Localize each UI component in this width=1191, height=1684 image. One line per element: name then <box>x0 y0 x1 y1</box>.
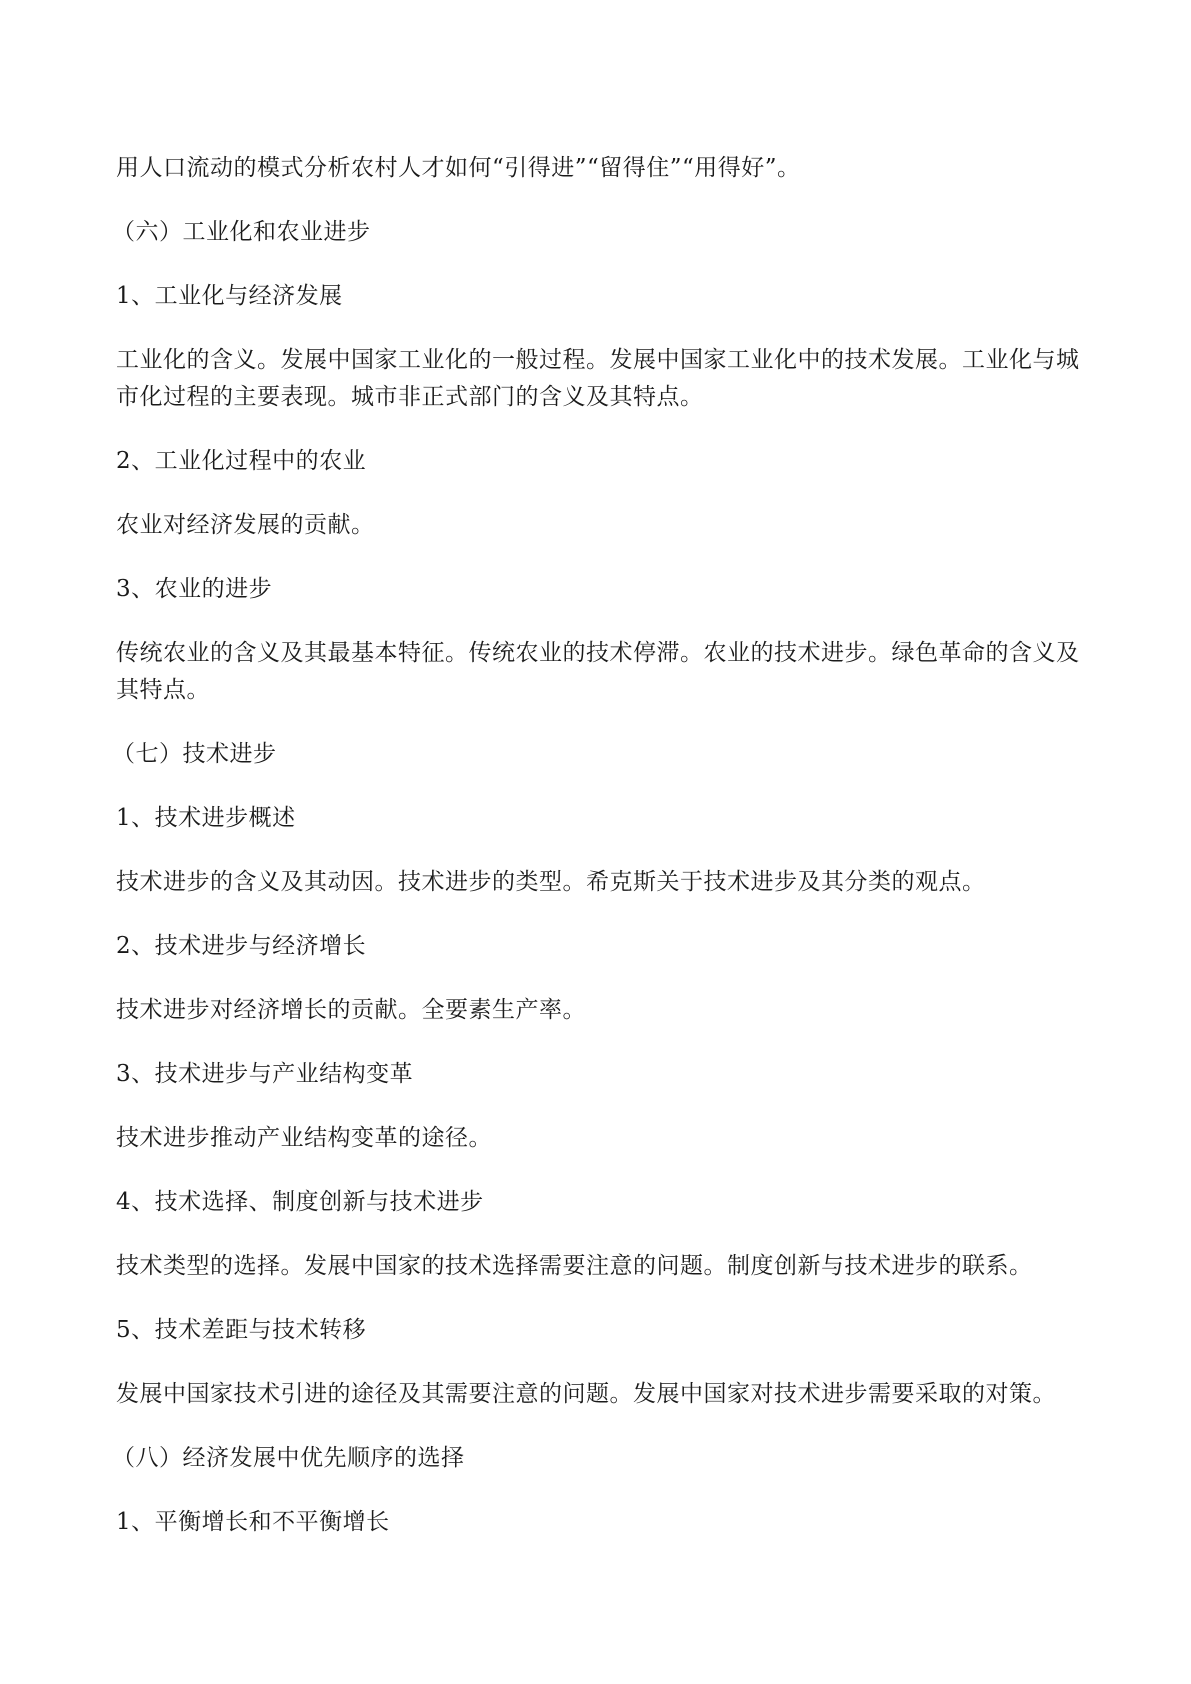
section-heading-8: （八）经济发展中优先顺序的选择 <box>112 1445 465 1471</box>
subsection-heading: 5、技术差距与技术转移 <box>116 1317 367 1343</box>
body-paragraph: 技术进步对经济增长的贡献。全要素生产率。 <box>116 997 586 1023</box>
subsection-heading: 1、技术进步概述 <box>116 805 296 831</box>
body-paragraph: 传统农业的含义及其最基本特征。传统农业的技术停滞。农业的技术进步。绿色革命的含义及其特点。 <box>116 640 1080 703</box>
subsection-heading: 1、平衡增长和不平衡增长 <box>116 1509 390 1535</box>
body-paragraph: 技术进步的含义及其动因。技术进步的类型。希克斯关于技术进步及其分类的观点。 <box>116 869 986 895</box>
subsection-heading: 1、工业化与经济发展 <box>116 283 343 309</box>
body-paragraph: 农业对经济发展的贡献。 <box>116 512 375 538</box>
subsection-heading: 3、农业的进步 <box>116 576 273 602</box>
subsection-heading: 4、技术选择、制度创新与技术进步 <box>116 1189 484 1215</box>
body-paragraph: 技术类型的选择。发展中国家的技术选择需要注意的问题。制度创新与技术进步的联系。 <box>116 1253 1033 1279</box>
body-paragraph: 工业化的含义。发展中国家工业化的一般过程。发展中国家工业化中的技术发展。工业化与城市化过程的主要表现。城市非正式部门的含义及其特点。 <box>116 347 1080 410</box>
subsection-heading: 2、工业化过程中的农业 <box>116 448 367 474</box>
subsection-heading: 3、技术进步与产业结构变革 <box>116 1061 414 1087</box>
body-paragraph: 技术进步推动产业结构变革的途径。 <box>116 1125 492 1151</box>
body-paragraph: 发展中国家技术引进的途径及其需要注意的问题。发展中国家对技术进步需要采取的对策。 <box>116 1381 1056 1407</box>
document-body <box>112 150 1086 1568</box>
body-paragraph: 用人口流动的模式分析农村人才如何“引得进”“留得住”“用得好”。 <box>116 155 801 181</box>
subsection-heading: 2、技术进步与经济增长 <box>116 933 367 959</box>
section-heading-7: （七）技术进步 <box>112 741 277 767</box>
section-heading-6: （六）工业化和农业进步 <box>112 219 371 245</box>
